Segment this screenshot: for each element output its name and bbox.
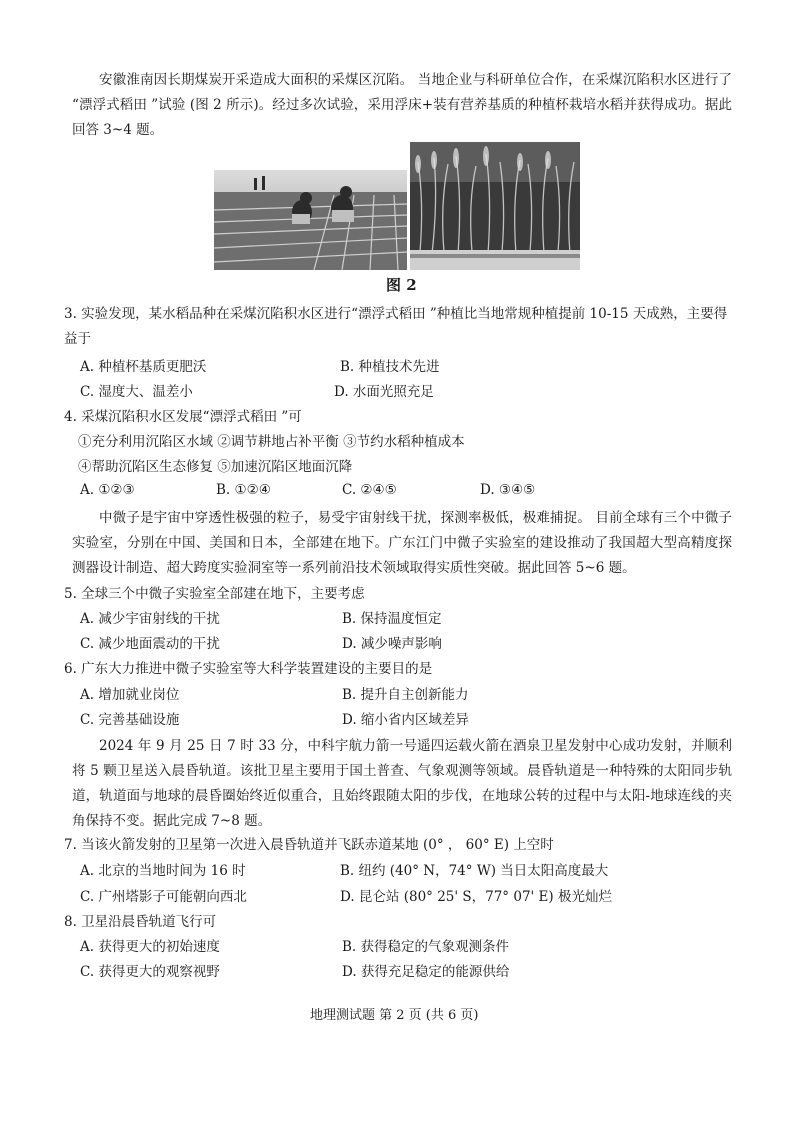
question-6-option-d[interactable]: D. 缩小省内区域差异 [342,712,469,728]
question-8-option-c[interactable]: C. 获得更大的观察视野 [80,964,220,980]
page-footer: 地理测试题 第 2 页 (共 6 页) [310,1008,479,1023]
intro-paragraph-satellite: 2024 年 9 月 25 日 7 时 33 分，中科宇航力箭一号遥四运载火箭在酒泉卫星发射中心成功发射，并顺利将 5 颗卫星送入晨昏轨道。该批卫星主要用于国土普查、气象观测等领域。晨昏轨道是一种特殊的太阳同步轨道，轨道面与地球的晨昏圈始终近似重合，且始终跟随太阳的步伐，在地球公转的过程中与太阳-地球连线的夹角保持不变。据此完成 7~8 题。 [72,738,732,829]
question-6-option-b[interactable]: B. 提升自主创新能力 [342,687,469,703]
question-7-option-d[interactable]: D. 昆仑站 (80° 25' S，77° 07' E) 极光灿烂 [340,889,612,905]
question-4-option-c[interactable]: C. ②④⑤ [342,482,397,498]
question-7-option-b[interactable]: B. 纽约 (40° N，74° W) 当日太阳高度最大 [340,863,609,879]
question-8-stem: 8. 卫星沿晨昏轨道飞行可 [64,914,217,930]
floating-paddy-photo-right [410,142,580,270]
question-3-option-b[interactable]: B. 种植技术先进 [340,359,440,375]
question-4-statements-2: ④帮助沉陷区生态修复 ⑤加速沉陷区地面沉降 [78,459,353,475]
question-6-option-a[interactable]: A. 增加就业岗位 [80,687,180,703]
question-3-option-d[interactable]: D. 水面光照充足 [334,384,434,400]
question-6-option-c[interactable]: C. 完善基础设施 [80,712,180,728]
question-8-option-d[interactable]: D. 获得充足稳定的能源供给 [342,964,510,980]
question-4-statements-1: ①充分利用沉陷区水域 ②调节耕地占补平衡 ③节约水稻种植成本 [78,434,465,450]
question-5-option-a[interactable]: A. 减少宇宙射线的干扰 [80,611,220,627]
question-7-stem: 7. 当该火箭发射的卫星第一次进入晨昏轨道并飞跃赤道某地 (0° ， 60° E) 上空时 [64,837,554,853]
question-4-stem: 4. 采煤沉陷积水区发展“漂浮式稻田 ”可 [64,409,302,425]
question-5-option-c[interactable]: C. 减少地面震动的干扰 [80,636,220,652]
question-8-option-b[interactable]: B. 获得稳定的气象观测条件 [342,939,510,955]
intro-paragraph-neutrino: 中微子是宇宙中穿透性极强的粒子，易受宇宙射线干扰，探测率极低，极难捕捉。 目前全球有三个中微子实验室，分别在中国、美国和日本，全部建在地下。广东江门中微子实验室的建设推动了我国超大型高精度探测器设计制造、超大跨度实验洞室等一系列前沿技术领域取得实质性突破。据此回答 5~6 题。 [72,510,732,576]
question-8-option-a[interactable]: A. 获得更大的初始速度 [80,939,220,955]
floating-paddy-photo-left [214,170,407,270]
question-4-option-d[interactable]: D. ③④⑤ [480,482,536,498]
question-5-option-b[interactable]: B. 保持温度恒定 [342,611,442,627]
question-7-option-c[interactable]: C. 广州塔影子可能朝向西北 [80,889,247,905]
question-5-stem: 5. 全球三个中微子实验室全部建在地下，主要考虑 [64,586,365,602]
question-3-option-a[interactable]: A. 种植杯基质更肥沃 [80,359,207,375]
question-5-option-d[interactable]: D. 减少噪声影响 [342,636,442,652]
question-3-stem: 3. 实验发现，某水稻品种在采煤沉陷积水区进行“漂浮式稻田 ”种植比当地常规种植提前 10-15 天成熟，主要得益于 [64,306,728,347]
figure-caption: 图 2 [386,276,417,294]
intro-paragraph-rice: 安徽淮南因长期煤炭开采造成大面积的采煤区沉陷。 当地企业与科研单位合作，在采煤沉陷积水区进行了 “漂浮式稻田 ”试验 (图 2 所示)。经过多次试验，采用浮床+装有营养基质的种植杯栽培水稻并获得成功。据此回答 3~4 题。 [72,72,732,138]
question-3-option-c[interactable]: C. 湿度大、温差小 [80,384,193,400]
question-6-stem: 6. 广东大力推进中微子实验室等大科学装置建设的主要目的是 [64,661,433,677]
question-4-option-b[interactable]: B. ①②④ [216,482,271,498]
question-4-option-a[interactable]: A. ①②③ [80,482,135,498]
question-7-option-a[interactable]: A. 北京的当地时间为 16 时 [80,863,246,879]
